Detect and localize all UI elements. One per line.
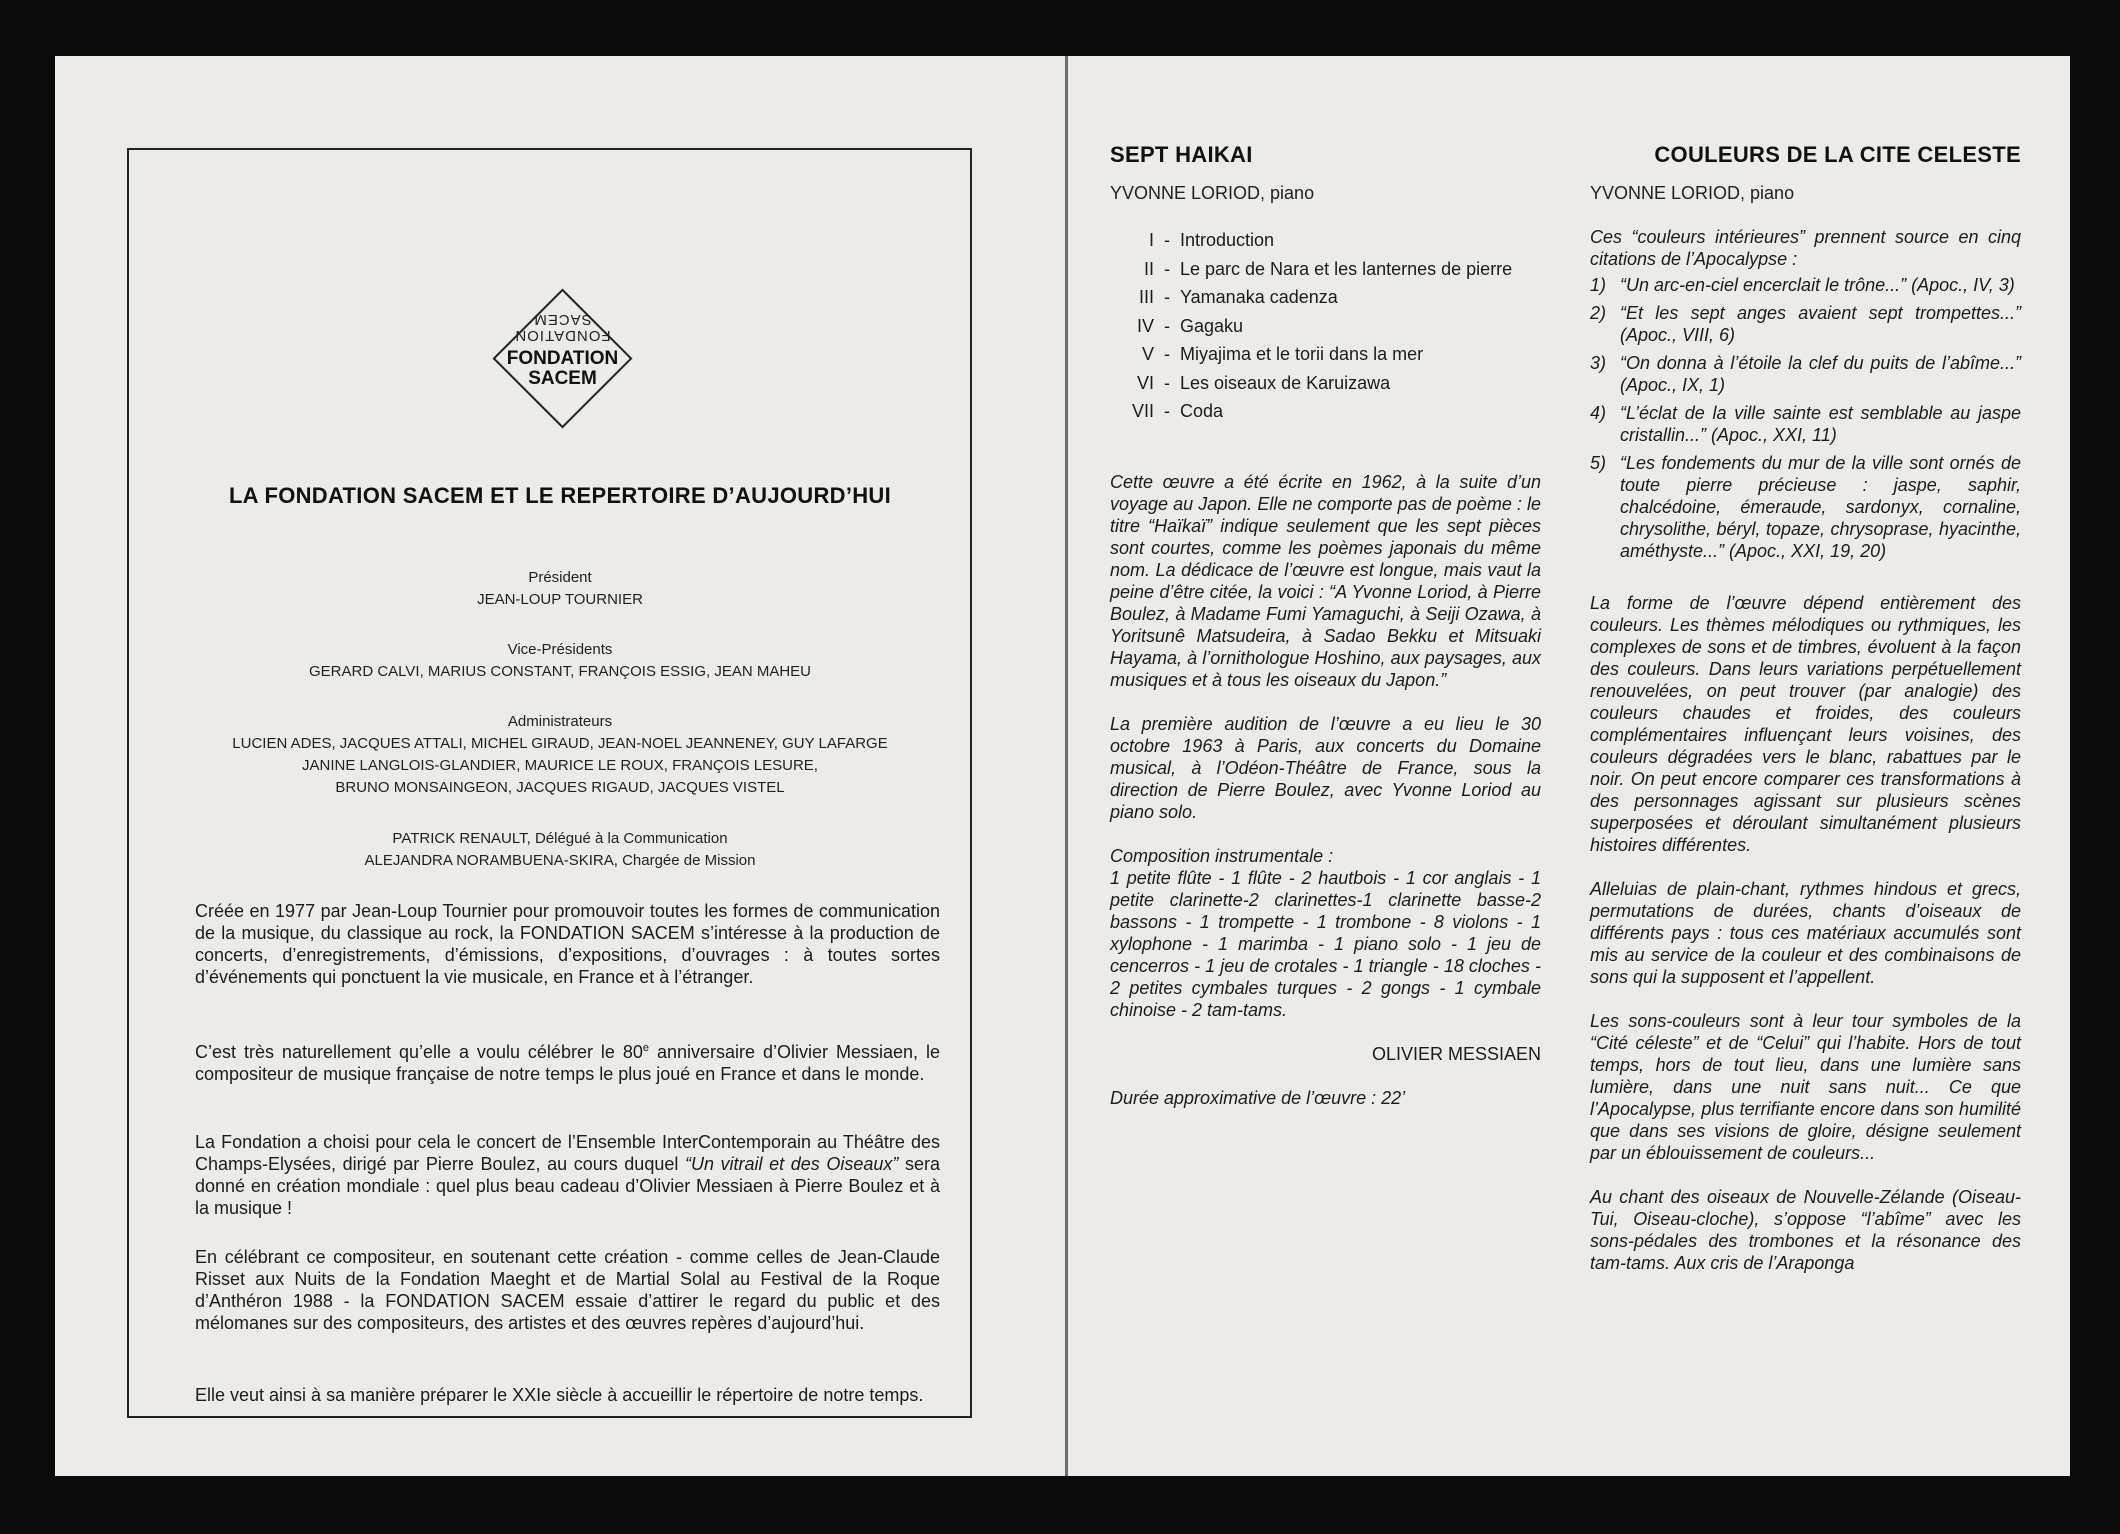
vice-presidents-role: Vice-Présidents	[507, 641, 613, 658]
instrumentation-label: Composition instrumentale :	[1110, 845, 1334, 866]
staff-line2: ALEJANDRA NORAMBUENA-SKIRA, Chargée de Mission	[364, 852, 756, 869]
vice-presidents-names: GERARD CALVI, MARIUS CONSTANT, FRANÇOIS ESSIG, JEAN MAHEU	[308, 663, 812, 680]
paragraph-5: Elle veut ainsi à sa manière préparer le XXIe siècle à accueillir le répertoire de notre temps.	[195, 1385, 924, 1405]
staff-block	[135, 828, 985, 872]
couleurs-paragraph-2: Alleluias de plain-chant, rythmes hindous et grecs, permutations de durées, chants d’oiseaux de différents pays : tous ces matériaux accumulés sont mis au service de la couleur et des combinaisons de sons qui la supposent et l’appellent.	[1590, 879, 2021, 987]
sept-haikai-description: Cette œuvre a été écrite en 1962, à la suite d’un voyage au Japon. Elle ne comporte pas de poème : le titre “Haïkaï” indique seulement que les sept pièces sont courtes, comme les poèmes japonais du même nom. La dédicace de l’œuvre est longue, mais vaut la peine d’être citée, la voici : “A Yvonne Loriod, à Pierre Boulez, à Madame Fumi Yamaguchi, à Seiji Ozawa, à Yoritsunê Matsudeira, à Sadao Bekku et Mitsuaki Hayama, à l’ornithologue Hoshino, aux paysages, aux musiques et à tous les oiseaux du Japon.”	[1110, 471, 1541, 690]
citation-item	[1590, 274, 2021, 296]
movement-number: I	[1148, 230, 1154, 251]
couleurs-performer	[1590, 182, 2021, 204]
movement-title: Coda	[1180, 401, 1224, 422]
president-role: Président	[528, 569, 592, 586]
paragraph-4: En célébrant ce compositeur, en soutenant cette création - comme celles de Jean-Claude Risset aux Nuits de la Fondation Maeght et de Martial Solal au Festival de la Roque d’Anthéron 1988 - la FONDATION SACEM essaie d’attirer le regard du public et des mélomanes sur des compositeurs, des artistes et des œuvres repères d’aujourd’hui.	[195, 1247, 940, 1333]
paragraph-3-work-title: “Un vitrail et des Oiseaux”	[684, 1154, 899, 1174]
citation-number: 2)	[1590, 303, 1607, 323]
movement-dash: -	[1164, 401, 1170, 422]
movement-title: Miyajima et le torii dans la mer	[1180, 344, 1424, 365]
citation-number: 3)	[1590, 353, 1607, 373]
performer-role: , piano	[1260, 183, 1315, 203]
citation-list	[1590, 274, 2021, 562]
paragraph-1: Créée en 1977 par Jean-Loup Tournier pour promouvoir toutes les formes de communication de la musique, du classique au rock, la FONDATION SACEM s’intéresse à la production de concerts, d’enregistrements, d’émissions, d’expositions, d’ouvrages : à toutes sortes d’événements qui ponctuent la vie musicale, en France et à l’étranger.	[195, 901, 940, 987]
movement-number: II	[1143, 258, 1154, 279]
paragraph-2-end: anniversaire d’Olivier Messiaen, le compositeur de musique française de notre temps le plus joué en France et dans le monde.	[195, 1042, 940, 1084]
movement-number: IV	[1136, 315, 1154, 336]
movement-number: VII	[1131, 401, 1154, 422]
movement-item	[1110, 255, 1541, 284]
paragraph-2	[195, 1037, 940, 1085]
movement-item	[1110, 283, 1541, 312]
movement-dash: -	[1164, 258, 1170, 279]
administrators-line3: BRUNO MONSAINGEON, JACQUES RIGAUD, JACQUES VISTEL	[335, 779, 785, 796]
paragraph-2-superscript: e	[642, 1042, 650, 1054]
movement-number: III	[1138, 287, 1154, 308]
president-block	[135, 567, 985, 611]
administrators-line2: JANINE LANGLOIS-GLANDIER, MAURICE LE ROUX, FRANÇOIS LESURE,	[302, 757, 818, 774]
citation-item	[1590, 452, 2021, 562]
citation-text: “Les fondements du mur de la ville sont ornés de toute pierre précieuse : jaspe, saphir, chalcédoine, émeraude, sardonyx, cornaline, chrysolithe, béryl, topaze, chrysoprase, hyacinthe, améthyste...” (Apoc., XXI, 19, 20)	[1620, 453, 2021, 561]
administrators-block	[135, 711, 985, 799]
fondation-sacem-logo	[480, 276, 645, 441]
movement-dash: -	[1164, 230, 1170, 251]
movement-item	[1110, 312, 1541, 341]
movement-title: Gagaku	[1180, 315, 1244, 336]
sept-haikai-column	[1110, 144, 1541, 1109]
couleurs-intro: Ces “couleurs intérieures” prennent source en cinq citations de l’Apocalypse :	[1590, 227, 2021, 269]
couleurs-paragraph-1: La forme de l’œuvre dépend entièrement des couleurs. Les thèmes mélodiques ou rythmiques, les complexes de sons et de timbres, évoluent à la façon des couleurs. Dans leurs variations perpétuellement renouvelées, on peut trouver (par analogie) des couleurs chaudes et froides, des couleurs complémentaires influençant leurs voisines, des couleurs dégradées vers le blanc, rabattues par le noir. On peut encore comparer ces transformations à des personnages agissant sur plusieurs scènes superposées et déroulant simultanément plusieurs histoires différentes.	[1590, 593, 2021, 855]
sept-haikai-performer	[1110, 182, 1541, 204]
sept-haikai-title: SEPT HAIKAI	[1110, 142, 1253, 167]
vice-presidents-block	[135, 639, 985, 683]
movement-dash: -	[1164, 315, 1170, 336]
citation-text: “Un arc-en-ciel encerclait le trône...” (Apoc., IV, 3)	[1620, 275, 2015, 295]
logo-main-line2: SACEM	[528, 368, 597, 389]
movement-item	[1110, 340, 1541, 369]
paragraph-2-start: C’est très naturellement qu’elle a voulu célébrer le 80	[195, 1042, 643, 1062]
president-name: JEAN-LOUP TOURNIER	[477, 591, 643, 608]
paragraph-3-end: sera donné en création mondiale : quel plus beau cadeau d’Olivier Messiaen à Pierre Boulez et à la musique !	[195, 1154, 940, 1218]
couleurs-title: COULEURS DE LA CITE CELESTE	[1654, 142, 2021, 167]
movement-title: Le parc de Nara et les lanternes de pierre	[1180, 258, 1513, 279]
duration-note: Durée approximative de l’œuvre : 22’	[1110, 1087, 1406, 1108]
logo-main-line1: FONDATION	[506, 348, 619, 369]
couleurs-paragraph-4: Au chant des oiseaux de Nouvelle-Zélande (Oiseau-Tui, Oiseau-cloche), s’oppose “l’abîme” avec les sons-pédales des trombones et la résonance des tam-tams. Aux cris de l’Araponga	[1590, 1187, 2021, 1273]
movement-title: Introduction	[1180, 230, 1275, 251]
couleurs-column	[1590, 144, 2021, 1274]
movement-item	[1110, 226, 1541, 255]
page-title: LA FONDATION SACEM ET LE REPERTOIRE D’AUJOURD’HUI	[228, 483, 892, 508]
movement-title: Yamanaka cadenza	[1180, 287, 1338, 308]
performer-name: YVONNE LORIOD	[1110, 183, 1261, 203]
citation-number: 1)	[1590, 275, 1607, 295]
sept-haikai-premiere: La première audition de l’œuvre a eu lieu le 30 octobre 1963 à Paris, aux concerts du Domaine musical, à l’Odéon-Théâtre de France, sous la direction de Pierre Boulez, avec Yvonne Loriod au piano solo.	[1110, 713, 1541, 822]
movement-item	[1110, 369, 1541, 398]
administrators-role: Administrateurs	[507, 713, 613, 730]
staff-line1: PATRICK RENAULT, Délégué à la Communication	[392, 830, 728, 847]
paragraph-3	[195, 1131, 940, 1219]
performer-role: , piano	[1740, 183, 1795, 203]
citation-text: “L’éclat de la ville sainte est semblable au jaspe cristallin...” (Apoc., XXI, 11)	[1620, 403, 2021, 445]
composer-signature: OLIVIER MESSIAEN	[1371, 1043, 1541, 1064]
logo-mirrored-line2: FONDATION	[514, 327, 611, 344]
couleurs-paragraph-3: Les sons-couleurs sont à leur tour symboles de la “Cité céleste” et de “Celui” qui l’habite. Hors de tout temps, hors de tout lieu, dans une lumière sans lumière, dans une nuit sans nuit... Ce que l’Apocalypse, plus terrifiante encore dans son humilité que dans ses visions de gloire, désigne seulement par un éblouissement de couleurs...	[1590, 1011, 2021, 1163]
citation-item	[1590, 302, 2021, 346]
instrumentation-list: 1 petite flûte - 1 flûte - 2 hautbois - 1 cor anglais - 1 petite clarinette-2 clarinettes-1 clarinette basse-2 bassons - 1 trompette - 1 trombone - 8 violons - 1 xylophone - 1 marimba - 1 piano solo - 1 jeu de cencerros - 1 jeu de crotales - 1 triangle - 18 cloches - 2 petites cymbales turques - 2 gongs - 1 cymbale chinoise - 2 tam-tams.	[1110, 867, 1541, 1020]
movement-list	[1110, 226, 1541, 426]
right-page	[1068, 56, 2070, 1476]
citation-text: “On donna à l’étoile la clef du puits de l’abîme...” (Apoc., IX, 1)	[1620, 353, 2021, 395]
citation-item	[1590, 402, 2021, 446]
movement-title: Les oiseaux de Karuizawa	[1180, 372, 1391, 393]
citation-text: “Et les sept anges avaient sept trompettes...” (Apoc., VIII, 6)	[1620, 303, 2021, 345]
paragraph-3-start: La Fondation a choisi pour cela le concert de l’Ensemble InterContemporain au Théâtre des Champs-Elysées, dirigé par Pierre Boulez, au cours duquel	[195, 1132, 940, 1174]
administrators-line1: LUCIEN ADES, JACQUES ATTALI, MICHEL GIRAUD, JEAN-NOEL JEANNENEY, GUY LAFARGE	[232, 735, 888, 752]
movement-dash: -	[1164, 287, 1170, 308]
citation-number: 5)	[1590, 453, 1607, 473]
movement-dash: -	[1164, 372, 1170, 393]
movement-number: V	[1141, 344, 1154, 365]
left-page	[55, 56, 1065, 1476]
movement-dash: -	[1164, 344, 1170, 365]
movement-number: VI	[1136, 372, 1154, 393]
movement-item	[1110, 397, 1541, 426]
performer-name: YVONNE LORIOD	[1590, 183, 1741, 203]
citation-number: 4)	[1590, 403, 1607, 423]
logo-mirrored-line1: SACEM	[533, 311, 592, 328]
citation-item	[1590, 352, 2021, 396]
